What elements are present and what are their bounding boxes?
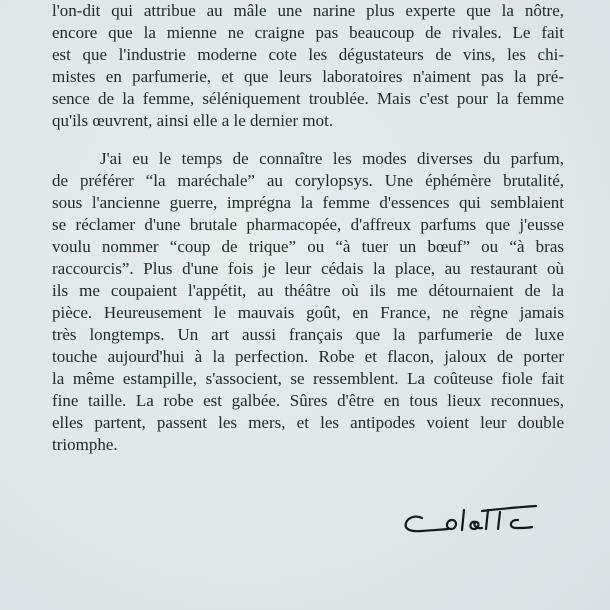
text-line: sous l'ancienne guerre, imprégna la femme d'essences qui semblaient: [52, 193, 564, 212]
text-line: est que l'industrie moderne cote les dégustateurs de vins, les chi-: [52, 45, 564, 64]
text-line: triomphe.: [52, 435, 118, 454]
text-line: de préférer “la maréchale” au corylopsys. Une éphémère brutalité,: [52, 171, 564, 190]
signature-colette: [400, 498, 540, 540]
text-line: J'ai eu le temps de connaître les modes diverses du parfum,: [100, 149, 564, 168]
text-line: encore que la mienne ne craigne pas beaucoup de rivales. Le fait: [52, 23, 564, 42]
text-line: la même estampille, s'associent, se ressemblent. La coûteuse fiole fait: [52, 369, 564, 388]
text-line: qu'ils œuvrent, ainsi elle a le dernier mot.: [52, 111, 334, 130]
text-line: mistes en parfumerie, et que leurs laboratoires n'aiment pas la pré-: [52, 67, 564, 86]
paragraph-2: [52, 148, 564, 456]
paragraph-1: [52, 0, 564, 132]
text-line: l'on-dit qui attribue au mâle une narine plus experte que la nôtre,: [52, 1, 564, 20]
text-line: voulu nommer “coup de trique” ou “à tuer un bœuf” ou “à bras: [52, 237, 564, 256]
text-line: pièce. Heureusement le mauvais goût, en France, ne règne jamais: [52, 303, 564, 322]
text-line: fine taille. La robe est galbée. Sûres d'être en tous lieux reconnues,: [52, 391, 564, 410]
text-line: se réclamer d'une brutale pharmacopée, d'affreux parfums que j'eusse: [52, 215, 564, 234]
text-line: ils me coupaient l'appétit, au théâtre où ils me détournaient de la: [52, 281, 564, 300]
text-line: touche aujourd'hui à la perfection. Robe et flacon, jaloux de porter: [52, 347, 564, 366]
text-line: raccourcis”. Plus d'une fois je leur cédais la place, au restaurant où: [52, 259, 564, 278]
text-line: sence de la femme, séléniquement troublée. Mais c'est pour la femme: [52, 89, 564, 108]
text-line: très longtemps. Un art aussi français que la parfumerie de luxe: [52, 325, 564, 344]
text-line: elles partent, passent les mers, et les antipodes voient leur double: [52, 413, 564, 432]
